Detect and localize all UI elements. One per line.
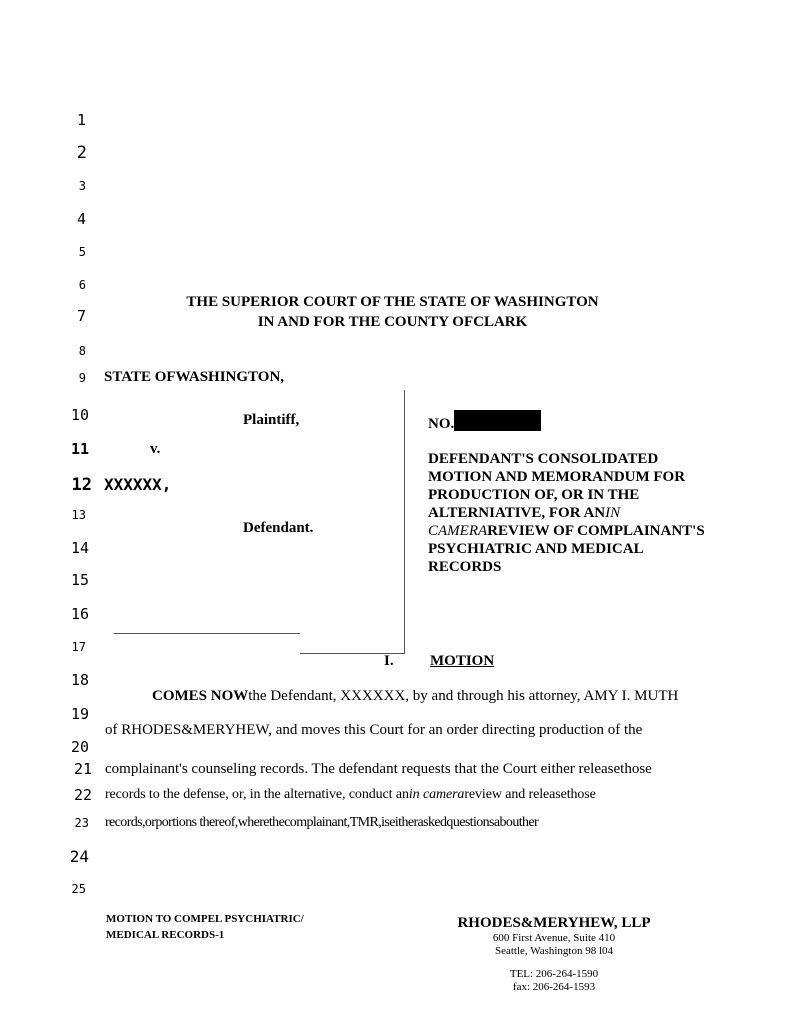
section-heading: MOTION bbox=[430, 653, 495, 669]
case-number-redaction bbox=[454, 410, 541, 431]
court-name-line1: THE SUPERIOR COURT OF THE STATE OF WASHINGTON bbox=[186, 294, 599, 310]
line-number: 7 bbox=[76, 307, 86, 325]
motion-title-line: MOTION AND MEMORANDUM FOR bbox=[428, 469, 686, 485]
line-number: 5 bbox=[78, 245, 86, 259]
footer-document-title bbox=[106, 911, 304, 943]
firm-phone: TEL: 206-264-1590 bbox=[509, 968, 599, 980]
firm-address-line: Seattle, Washington 98 l04 bbox=[494, 945, 614, 957]
motion-title-line bbox=[428, 522, 705, 540]
body-text: review and releasethose bbox=[464, 787, 596, 802]
footer-title-line: MOTION TO COMPEL PSYCHIATRIC/ bbox=[106, 913, 304, 925]
line-number: 16 bbox=[70, 605, 89, 623]
body-line-5: records,orportions thereof,wherethecomplainant,TMR,iseitheraskedquestionsabouther bbox=[105, 815, 539, 830]
caption-underline-left bbox=[114, 633, 300, 634]
line-number: 3 bbox=[78, 179, 86, 193]
court-name-line2: IN AND FOR THE COUNTY OFCLARK bbox=[257, 314, 528, 330]
line-number: 21 bbox=[73, 760, 92, 778]
line-number: 18 bbox=[70, 671, 89, 689]
line-number: 20 bbox=[70, 738, 89, 756]
body-line-2: of RHODES&MERYHEW, and moves this Court for an order directing production of the bbox=[105, 722, 643, 738]
line-number: 10 bbox=[70, 406, 89, 424]
body-text: the Defendant, XXXXXX, by and through his attorney, AMY I. MUTH bbox=[248, 688, 679, 704]
line-number: 1 bbox=[76, 111, 86, 129]
firm-fax: fax: 206-264-1593 bbox=[512, 981, 596, 993]
line-number: 13 bbox=[71, 508, 86, 522]
motion-title-italic: CAMERA bbox=[428, 523, 488, 539]
motion-title-line: PRODUCTION OF, OR IN THE bbox=[428, 487, 640, 503]
footer-spacer bbox=[446, 958, 662, 968]
line-number: 14 bbox=[70, 539, 89, 557]
footer-title-line: MEDICAL RECORDS-1 bbox=[106, 929, 225, 941]
line-number: 9 bbox=[78, 371, 86, 385]
comes-now-text: COMES NOW bbox=[152, 688, 249, 704]
caption-divider-vertical bbox=[404, 390, 405, 654]
body-line-3: complainant's counseling records. The defendant requests that the Court either releasethose bbox=[105, 761, 652, 777]
motion-title bbox=[428, 450, 705, 576]
line-number: 24 bbox=[69, 847, 89, 866]
body-italic: in camera bbox=[408, 787, 465, 802]
line-number: 11 bbox=[70, 440, 89, 458]
line-number: 22 bbox=[73, 786, 92, 804]
line-number: 4 bbox=[76, 210, 86, 228]
motion-title-text: ALTERNIATIVE, FOR AN bbox=[428, 505, 606, 521]
line-number: 15 bbox=[70, 571, 89, 589]
firm-address-line: 600 First Avenue, Suite 410 bbox=[492, 932, 616, 944]
line-number: 2 bbox=[76, 143, 87, 163]
versus-label: v. bbox=[150, 441, 161, 457]
plaintiff-name: STATE OFWASHINGTON, bbox=[104, 369, 285, 385]
motion-title-text: REVIEW OF COMPLAINANT'S bbox=[487, 523, 705, 539]
line-number: 6 bbox=[78, 278, 86, 292]
line-number: 8 bbox=[78, 344, 86, 358]
firm-name: RHODES&MERYHEW, LLP bbox=[457, 915, 651, 931]
line-number: 25 bbox=[71, 882, 86, 896]
motion-title-line bbox=[428, 504, 705, 522]
line-number: 12 bbox=[71, 475, 92, 495]
plaintiff-label: Plaintiff, bbox=[243, 412, 300, 428]
footer-firm-block bbox=[446, 915, 662, 994]
line-number: 19 bbox=[70, 705, 89, 723]
body-line-4 bbox=[105, 787, 596, 803]
section-number: I. bbox=[384, 653, 394, 669]
case-number-label: NO. bbox=[428, 416, 455, 432]
motion-title-italic: IN bbox=[605, 505, 621, 521]
motion-title-line: RECORDS bbox=[428, 559, 502, 575]
defendant-name: XXXXXX, bbox=[104, 475, 172, 494]
motion-title-line: PSYCHIATRIC AND MEDICAL bbox=[428, 541, 644, 557]
line-number: 17 bbox=[71, 640, 86, 654]
body-line-1 bbox=[152, 688, 678, 705]
defendant-label: Defendant. bbox=[243, 520, 314, 536]
line-number: 23 bbox=[74, 816, 89, 830]
body-text: records to the defense, or, in the alternative, conduct an bbox=[105, 787, 409, 802]
motion-title-line: DEFENDANT'S CONSOLIDATED bbox=[428, 451, 659, 467]
